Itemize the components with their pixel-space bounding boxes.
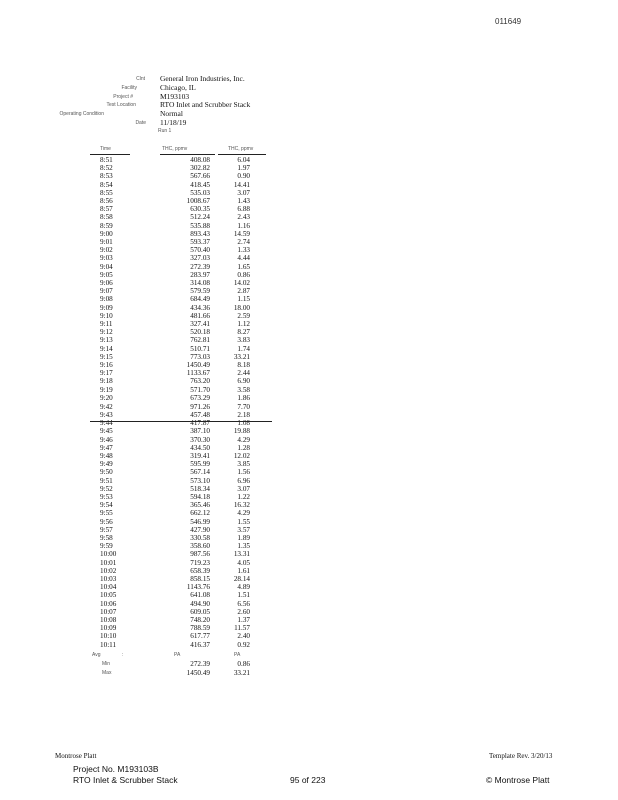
time-cell: 8:53	[100, 172, 113, 181]
header-field-value: M193103	[160, 92, 190, 101]
table-row	[90, 542, 270, 550]
table-row	[90, 403, 270, 411]
time-cell: 8:54	[100, 180, 113, 189]
stack-thc-cell: 1.22	[237, 493, 250, 501]
stack-thc-cell: 4.29	[237, 509, 250, 518]
time-cell: 9:02	[100, 246, 113, 255]
time-cell: 9:55	[100, 509, 113, 518]
table-row	[90, 550, 270, 558]
stack-thc-cell: 3.07	[237, 188, 250, 197]
table-row	[90, 452, 270, 460]
time-cell: 9:48	[100, 452, 113, 460]
table-row	[90, 295, 270, 303]
inlet-thc-cell: 595.99	[190, 460, 210, 469]
stack-thc-cell: 2.44	[237, 369, 250, 378]
time-cell: 9:43	[100, 411, 113, 419]
inlet-thc-cell: 573.10	[190, 476, 210, 485]
stack-thc-cell: 1.51	[237, 591, 250, 600]
table-row	[90, 164, 270, 172]
time-cell: 9:09	[100, 303, 113, 312]
table-row	[90, 377, 270, 385]
time-cell: 10:10	[100, 632, 117, 641]
time-cell: 9:03	[100, 254, 113, 263]
inlet-thc-cell: 684.49	[190, 295, 210, 304]
stack-thc-cell: 1.28	[237, 443, 250, 452]
table-row	[90, 518, 270, 526]
document-number: 011649	[495, 17, 522, 26]
time-cell: 10:01	[100, 558, 117, 567]
inlet-thc-cell: 594.18	[190, 493, 210, 501]
time-cell: 9:49	[100, 460, 113, 469]
time-cell: 8:57	[100, 205, 113, 214]
table-row	[90, 583, 270, 591]
stack-thc-cell: 1.43	[237, 197, 250, 205]
table-row	[90, 641, 270, 649]
table-row	[90, 246, 270, 254]
time-cell: 8:56	[100, 197, 113, 205]
inlet-thc-cell: 987.56	[190, 550, 210, 559]
table-row	[90, 287, 270, 295]
time-cell: 9:11	[100, 320, 113, 328]
table-row	[90, 386, 270, 394]
summary-stack-value: PA	[234, 651, 241, 658]
inlet-thc-cell: 546.99	[190, 517, 210, 526]
time-cell: 8:58	[100, 213, 113, 222]
table-row	[90, 156, 270, 164]
table-row	[90, 361, 270, 369]
table-row	[90, 345, 270, 353]
inlet-thc-cell: 673.29	[190, 393, 210, 402]
stack-thc-cell: 0.86	[237, 270, 250, 279]
time-cell: 10:06	[100, 599, 117, 608]
table-row	[90, 197, 270, 205]
table-row	[90, 238, 270, 246]
header-rule	[160, 154, 215, 155]
section-divider	[90, 421, 272, 422]
stack-thc-cell: 1.65	[237, 262, 250, 271]
stack-thc-cell: 3.58	[237, 385, 250, 394]
table-row	[90, 189, 270, 197]
time-cell: 9:52	[100, 484, 113, 493]
header-field-label: Project #	[113, 94, 133, 100]
table-row	[90, 501, 270, 509]
footer-template-rev: Template Rev. 3/20/13	[489, 752, 553, 760]
stack-thc-cell: 3.07	[237, 484, 250, 493]
time-cell: 9:06	[100, 279, 113, 287]
stack-thc-cell: 2.74	[237, 238, 250, 246]
time-cell: 9:05	[100, 270, 113, 279]
time-cell: 8:52	[100, 164, 113, 173]
time-cell: 10:09	[100, 624, 117, 633]
inlet-thc-cell: 579.59	[190, 287, 210, 296]
inlet-thc-cell: 330.58	[190, 534, 210, 542]
time-cell: 8:59	[100, 221, 113, 230]
stack-thc-cell: 13.31	[233, 550, 250, 559]
header-field-value: General Iron Industries, Inc.	[160, 74, 245, 83]
stack-thc-cell: 18.00	[233, 303, 250, 312]
time-cell: 10:08	[100, 616, 117, 624]
inlet-thc-cell: 571.70	[190, 385, 210, 394]
inlet-thc-cell: 418.45	[190, 180, 210, 189]
table-row	[90, 526, 270, 534]
stack-thc-cell: 2.87	[237, 287, 250, 296]
stack-thc-cell: 14.59	[233, 229, 250, 238]
table-row	[90, 263, 270, 271]
time-cell: 9:13	[100, 336, 113, 345]
table-row	[90, 205, 270, 213]
table-row	[90, 353, 270, 361]
time-cell: 9:07	[100, 287, 113, 296]
time-cell: 9:51	[100, 476, 113, 485]
stack-thc-cell: 6.90	[237, 377, 250, 386]
time-cell: 9:47	[100, 443, 113, 452]
inlet-thc-cell: 512.24	[190, 213, 210, 222]
inlet-thc-cell: 858.15	[190, 575, 210, 583]
stack-thc-cell: 3.57	[237, 525, 250, 534]
table-row	[90, 477, 270, 485]
header-field-value: Normal	[160, 109, 183, 118]
stack-thc-cell: 2.18	[237, 411, 250, 419]
time-cell: 9:19	[100, 385, 113, 394]
stack-thc-cell: 6.56	[237, 599, 250, 608]
stack-thc-cell: 11.57	[234, 624, 250, 633]
inlet-thc-cell: 773.03	[190, 352, 210, 361]
stack-thc-cell: 28.14	[233, 575, 250, 583]
stack-thc-cell: 4.44	[237, 254, 250, 263]
stack-thc-cell: 1.74	[237, 344, 250, 353]
table-row	[90, 336, 270, 344]
table-row	[90, 567, 270, 575]
inlet-thc-cell: 658.39	[190, 566, 210, 575]
stack-thc-cell: 1.37	[237, 616, 250, 624]
table-row	[90, 394, 270, 402]
stack-thc-cell: 12.02	[233, 452, 250, 460]
table-row	[90, 230, 270, 238]
inlet-thc-cell: 494.90	[190, 599, 210, 608]
summary-inlet-value: PA	[174, 651, 181, 658]
stack-thc-cell: 1.33	[237, 246, 250, 255]
stack-thc-cell: 1.86	[237, 393, 250, 402]
stack-thc-cell: 33.21	[233, 352, 250, 361]
table-row	[90, 591, 270, 599]
inlet-thc-cell: 481.66	[190, 311, 210, 320]
table-row	[90, 485, 270, 493]
summary-label: Min	[102, 661, 111, 667]
stack-thc-cell: 1.97	[237, 164, 250, 173]
header-field-value: RTO Inlet and Scrubber Stack	[160, 100, 251, 109]
stack-thc-cell: 2.43	[237, 213, 250, 222]
time-cell: 9:54	[100, 501, 113, 510]
table-row	[90, 279, 270, 287]
table-row	[90, 320, 270, 328]
stack-thc-cell: 14.02	[233, 279, 250, 287]
inlet-thc-cell: 662.12	[190, 509, 210, 518]
inlet-thc-cell: 971.26	[190, 402, 210, 411]
stack-thc-cell: 1.56	[237, 468, 250, 477]
table-row	[90, 254, 270, 262]
stack-thc-cell: 0.92	[237, 640, 250, 649]
header-field-value: Chicago, IL	[160, 83, 196, 92]
stack-thc-cell: 0.90	[237, 172, 250, 181]
table-row	[90, 534, 270, 542]
stack-thc-cell: 4.29	[237, 435, 250, 444]
time-cell: 9:14	[100, 344, 113, 353]
summary-label: Avg	[92, 651, 101, 658]
time-cell: 10:03	[100, 575, 117, 583]
inlet-thc-cell: 457.48	[190, 411, 210, 419]
test-location-footer: RTO Inlet & Scrubber Stack	[73, 775, 178, 785]
stack-thc-cell: 6.96	[237, 476, 250, 485]
stack-thc-cell: 1.15	[237, 295, 250, 304]
table-row	[90, 632, 270, 640]
inlet-thc-cell: 719.23	[190, 558, 210, 567]
footer-company: Montrose Platt	[55, 752, 97, 760]
inlet-thc-cell: 630.35	[190, 205, 210, 214]
stack-thc-cell: 1.61	[237, 566, 250, 575]
inlet-thc-cell: 510.71	[190, 344, 210, 353]
summary-separator: :	[122, 651, 124, 658]
inlet-thc-cell: 272.39	[190, 262, 210, 271]
column-header-inlet-thc: THC, ppmv	[162, 146, 188, 152]
inlet-thc-cell: 617.77	[190, 632, 210, 641]
inlet-thc-cell: 314.08	[190, 279, 210, 287]
stack-thc-cell: 8.27	[237, 328, 250, 337]
summary-inlet-value: 272.39	[190, 660, 210, 668]
time-cell: 9:08	[100, 295, 113, 304]
inlet-thc-cell: 370.30	[190, 435, 210, 444]
time-cell: 8:55	[100, 188, 113, 197]
table-row	[90, 444, 270, 452]
table-row	[90, 181, 270, 189]
inlet-thc-cell: 763.20	[190, 377, 210, 386]
summary-row	[90, 660, 270, 668]
project-number: Project No. M193103B	[73, 764, 159, 774]
table-row	[90, 436, 270, 444]
stack-thc-cell: 1.08	[237, 419, 250, 428]
stack-thc-cell: 1.16	[237, 221, 250, 230]
inlet-thc-cell: 518.34	[190, 484, 210, 493]
stack-thc-cell: 2.60	[237, 607, 250, 616]
stack-thc-cell: 1.12	[237, 320, 250, 328]
summary-inlet-value: 1450.49	[186, 669, 210, 678]
inlet-thc-cell: 327.41	[190, 320, 210, 328]
time-cell: 9:44	[100, 419, 113, 428]
table-row	[90, 616, 270, 624]
inlet-thc-cell: 365.46	[190, 501, 210, 510]
table-row	[90, 172, 270, 180]
inlet-thc-cell: 417.87	[190, 419, 210, 428]
column-header-stack-thc: THC, ppmv	[228, 146, 254, 152]
inlet-thc-cell: 641.08	[190, 591, 210, 600]
stack-thc-cell: 6.04	[237, 156, 250, 164]
time-cell: 9:18	[100, 377, 113, 386]
time-cell: 10:04	[100, 583, 117, 592]
table-row	[90, 213, 270, 221]
stack-thc-cell: 3.83	[237, 336, 250, 345]
table-row	[90, 271, 270, 279]
stack-thc-cell: 1.55	[237, 517, 250, 526]
inlet-thc-cell: 1133.67	[186, 369, 210, 378]
inlet-thc-cell: 1008.67	[186, 197, 210, 205]
stack-thc-cell: 2.59	[237, 311, 250, 320]
stack-thc-cell: 6.88	[237, 205, 250, 214]
time-cell: 10:02	[100, 566, 117, 575]
stack-thc-cell: 4.89	[237, 583, 250, 592]
time-cell: 9:17	[100, 369, 113, 378]
inlet-thc-cell: 1143.76	[186, 583, 210, 592]
stack-thc-cell: 1.89	[237, 534, 250, 542]
inlet-thc-cell: 567.14	[190, 468, 210, 477]
time-cell: 9:42	[100, 402, 113, 411]
stack-thc-cell: 1.35	[237, 542, 250, 551]
stack-thc-cell: 4.05	[237, 558, 250, 567]
time-cell: 8:51	[100, 156, 113, 164]
table-row	[90, 509, 270, 517]
inlet-thc-cell: 748.20	[190, 616, 210, 624]
inlet-thc-cell: 535.03	[190, 188, 210, 197]
table-row	[90, 575, 270, 583]
table-row	[90, 369, 270, 377]
inlet-thc-cell: 535.88	[190, 221, 210, 230]
inlet-thc-cell: 302.82	[190, 164, 210, 173]
inlet-thc-cell: 319.41	[190, 452, 210, 460]
inlet-thc-cell: 283.97	[190, 270, 210, 279]
stack-thc-cell: 19.88	[233, 427, 250, 436]
header-field-label: Date	[135, 120, 146, 126]
summary-row	[90, 651, 270, 659]
time-cell: 9:46	[100, 435, 113, 444]
table-row	[90, 468, 270, 476]
inlet-thc-cell: 387.10	[190, 427, 210, 436]
table-row	[90, 600, 270, 608]
time-cell: 9:12	[100, 328, 113, 337]
table-row	[90, 411, 270, 419]
header-field-label: Operating Condition	[59, 111, 104, 117]
time-cell: 10:05	[100, 591, 117, 600]
inlet-thc-cell: 762.81	[190, 336, 210, 345]
page-number: 95 of 223	[290, 775, 326, 785]
inlet-thc-cell: 327.03	[190, 254, 210, 263]
table-row	[90, 328, 270, 336]
inlet-thc-cell: 434.50	[190, 443, 210, 452]
stack-thc-cell: 3.85	[237, 460, 250, 469]
table-row	[90, 608, 270, 616]
time-cell: 9:57	[100, 525, 113, 534]
stack-thc-cell: 2.40	[237, 632, 250, 641]
inlet-thc-cell: 593.37	[190, 238, 210, 246]
time-cell: 9:15	[100, 352, 113, 361]
inlet-thc-cell: 427.90	[190, 525, 210, 534]
header-field-label: Clnt	[136, 76, 145, 82]
stack-thc-cell: 7.70	[237, 402, 250, 411]
time-cell: 10:07	[100, 607, 117, 616]
stack-thc-cell: 16.32	[233, 501, 250, 510]
time-cell: 9:53	[100, 493, 113, 501]
run-label: Run 1	[158, 128, 172, 134]
inlet-thc-cell: 434.36	[190, 303, 210, 312]
inlet-thc-cell: 1450.49	[186, 361, 210, 369]
summary-row	[90, 669, 270, 677]
header-rule	[218, 154, 266, 155]
column-header-time: Time	[100, 146, 111, 152]
time-cell: 9:00	[100, 229, 113, 238]
table-row	[90, 559, 270, 567]
inlet-thc-cell: 520.18	[190, 328, 210, 337]
time-cell: 9:04	[100, 262, 113, 271]
time-cell: 9:20	[100, 393, 113, 402]
inlet-thc-cell: 408.08	[190, 156, 210, 164]
inlet-thc-cell: 609.05	[190, 607, 210, 616]
header-rule	[90, 154, 130, 155]
stack-thc-cell: 8.18	[237, 361, 250, 369]
table-row	[90, 624, 270, 632]
time-cell: 9:50	[100, 468, 113, 477]
inlet-thc-cell: 788.59	[190, 624, 210, 633]
time-cell: 9:58	[100, 534, 113, 542]
summary-stack-value: 33.21	[233, 669, 250, 678]
inlet-thc-cell: 567.66	[190, 172, 210, 181]
header-field-value: 11/18/19	[160, 118, 187, 127]
time-cell: 10:11	[100, 640, 117, 649]
inlet-thc-cell: 570.40	[190, 246, 210, 255]
time-cell: 9:16	[100, 361, 113, 369]
table-row	[90, 304, 270, 312]
summary-label: Max	[102, 670, 112, 677]
summary-stack-value: 0.86	[237, 660, 250, 668]
inlet-thc-cell: 416.37	[190, 640, 210, 649]
time-cell: 10:00	[100, 550, 117, 559]
time-cell: 9:01	[100, 238, 113, 246]
time-cell: 9:59	[100, 542, 113, 551]
header-field-label: Facility	[121, 85, 137, 91]
time-cell: 9:10	[100, 311, 113, 320]
table-row	[90, 460, 270, 468]
time-cell: 9:56	[100, 517, 113, 526]
table-row	[90, 427, 270, 435]
table-row	[90, 493, 270, 501]
table-row	[90, 312, 270, 320]
inlet-thc-cell: 893.43	[190, 229, 210, 238]
time-cell: 9:45	[100, 427, 113, 436]
stack-thc-cell: 14.41	[233, 180, 250, 189]
copyright: © Montrose Platt	[486, 775, 550, 785]
inlet-thc-cell: 358.60	[190, 542, 210, 551]
header-field-label: Test Location	[106, 102, 136, 108]
table-row	[90, 222, 270, 230]
